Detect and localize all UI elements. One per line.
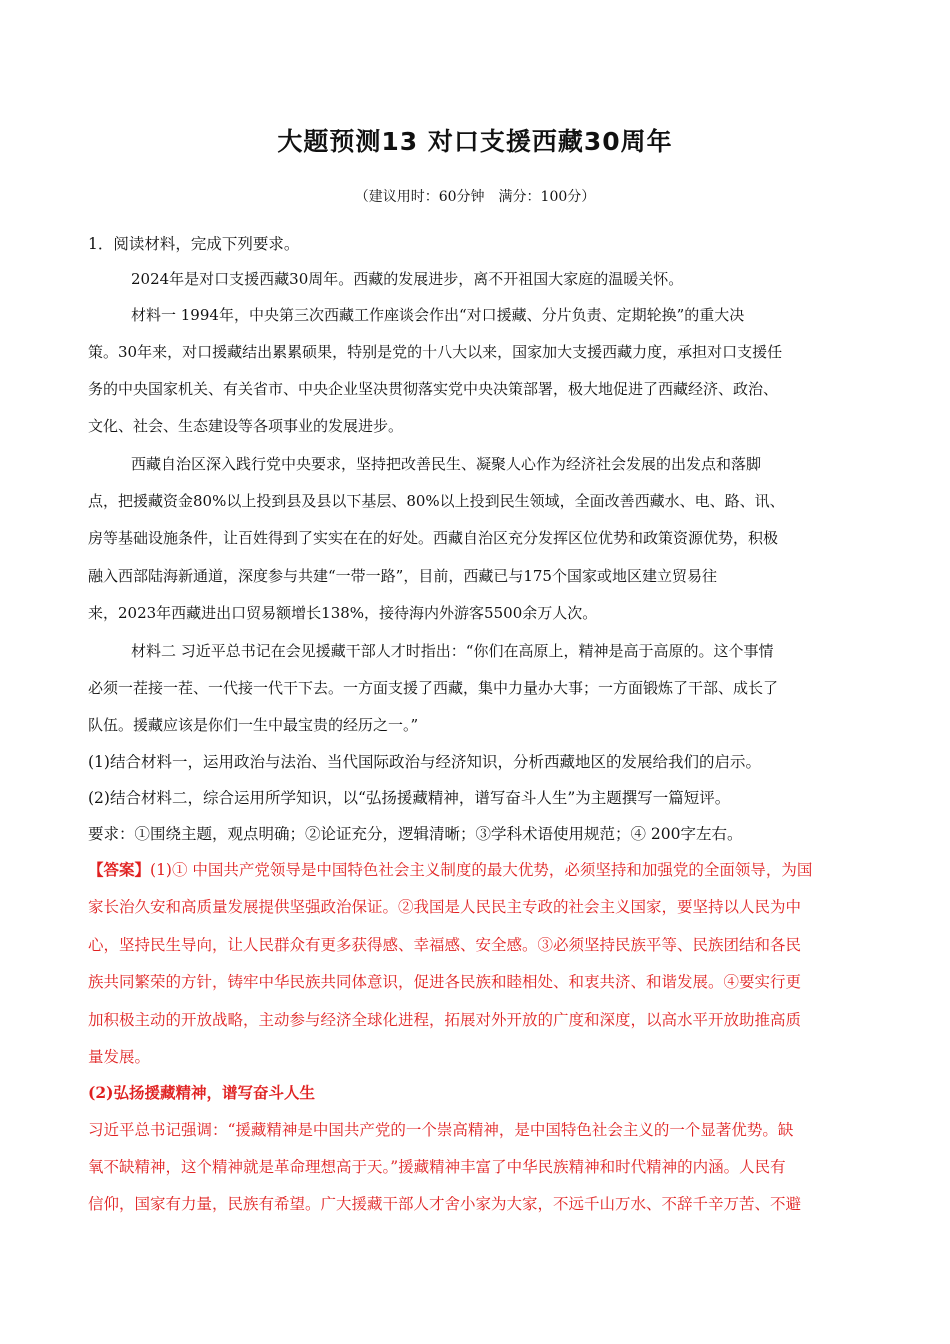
answer-line: 族共同繁荣的方针，铸牢中华民族共同体意识，促进各民族和睦相处、和衷共济、和谐发展。④要实行更: [88, 973, 802, 991]
material1-line: 来，2023年西藏进出口贸易额增长138%，接待海内外游客5500余万人次。: [88, 604, 598, 622]
answer-tag: 【答案】: [88, 860, 151, 879]
sub-question-2: (2)结合材料二，综合运用所学知识，以“弘扬援藏精神，谱写奋斗人生”为主题撰写一篇短评。: [88, 789, 731, 807]
requirements: 要求：①围绕主题，观点明确；②论证充分，逻辑清晰；③学科术语使用规范；④ 200字左右。: [88, 825, 743, 843]
question-intro: 1．阅读材料，完成下列要求。: [88, 235, 300, 253]
material1-line: 西藏自治区深入践行党中央要求，坚持把改善民生、凝聚人心作为经济社会发展的出发点和落脚: [131, 455, 762, 473]
material1-line: 房等基础设施条件，让百姓得到了实实在在的好处。西藏自治区充分发挥区位优势和政策资源优势，积极: [88, 529, 779, 547]
answer-line: 氧不缺精神，这个精神就是革命理想高于天。”援藏精神丰富了中华民族精神和时代精神的内涵。人民有: [88, 1158, 786, 1176]
time-score-note: （建议用时：60分钟 满分：100分）: [354, 189, 596, 205]
page-title: 大题预测13 对口支援西藏30周年: [277, 127, 673, 156]
answer-line: 习近平总书记强调：“援藏精神是中国共产党的一个崇高精神，是中国特色社会主义的一个显著优势。缺: [88, 1121, 794, 1139]
answer-line: [88, 858, 812, 880]
answer-line: 心，坚持民生导向，让人民群众有更多获得感、幸福感、安全感。③必须坚持民族平等、民族团结和各民: [88, 936, 802, 954]
answer-part2-heading: (2)弘扬援藏精神，谱写奋斗人生: [88, 1083, 315, 1102]
material1-line: 融入西部陆海新通道，深度参与共建“一带一路”，目前，西藏已与175个国家或地区建立贸易往: [88, 567, 717, 585]
answer-line: 家长治久安和高质量发展提供坚强政治保证。②我国是人民民主专政的社会主义国家，要坚持以人民为中: [88, 898, 802, 916]
material2-line: 材料二 习近平总书记在会见援藏干部人才时指出：“你们在高原上，精神是高于高原的。这个事情: [131, 642, 774, 660]
answer-line: 信仰，国家有力量，民族有希望。广大援藏干部人才舍小家为大家，不远千山万水、不辞千辛万苦、不避: [88, 1195, 802, 1213]
answer-text: (1)① 中国共产党领导是中国特色社会主义制度的最大优势，必须坚持和加强党的全面领导，为国: [150, 861, 813, 879]
material2-line: 必须一茬接一茬、一代接一代干下去。一方面支援了西藏，集中力量办大事；一方面锻炼了干部、成长了: [88, 679, 779, 697]
material1-line: 点，把援藏资金80%以上投到县及县以下基层、80%以上投到民生领域，全面改善西藏水、电、路、讯、: [88, 492, 785, 510]
answer-line: 加积极主动的开放战略，主动参与经济全球化进程，拓展对外开放的广度和深度，以高水平开放助推高质: [88, 1011, 802, 1029]
material1-line: 策。30年来，对口援藏结出累累硕果，特别是党的十八大以来，国家加大支援西藏力度，承担对口支援任: [88, 343, 783, 361]
material1-line: 文化、社会、生态建设等各项事业的发展进步。: [88, 417, 404, 435]
material2-line: 队伍。援藏应该是你们一生中最宝贵的经历之一。”: [88, 716, 419, 734]
sub-question-1: (1)结合材料一，运用政治与法治、当代国际政治与经济知识，分析西藏地区的发展给我们的启示。: [88, 753, 761, 771]
material1-line: 务的中央国家机关、有关省市、中央企业坚决贯彻落实党中央决策部署，极大地促进了西藏经济、政治、: [88, 380, 779, 398]
answer-line: 量发展。: [88, 1048, 151, 1066]
question-lead: 2024年是对口支援西藏30周年。西藏的发展进步，离不开祖国大家庭的温暖关怀。: [131, 270, 684, 288]
material1-line: 材料一 1994年，中央第三次西藏工作座谈会作出“对口援藏、分片负责、定期轮换”的重大决: [131, 306, 745, 324]
